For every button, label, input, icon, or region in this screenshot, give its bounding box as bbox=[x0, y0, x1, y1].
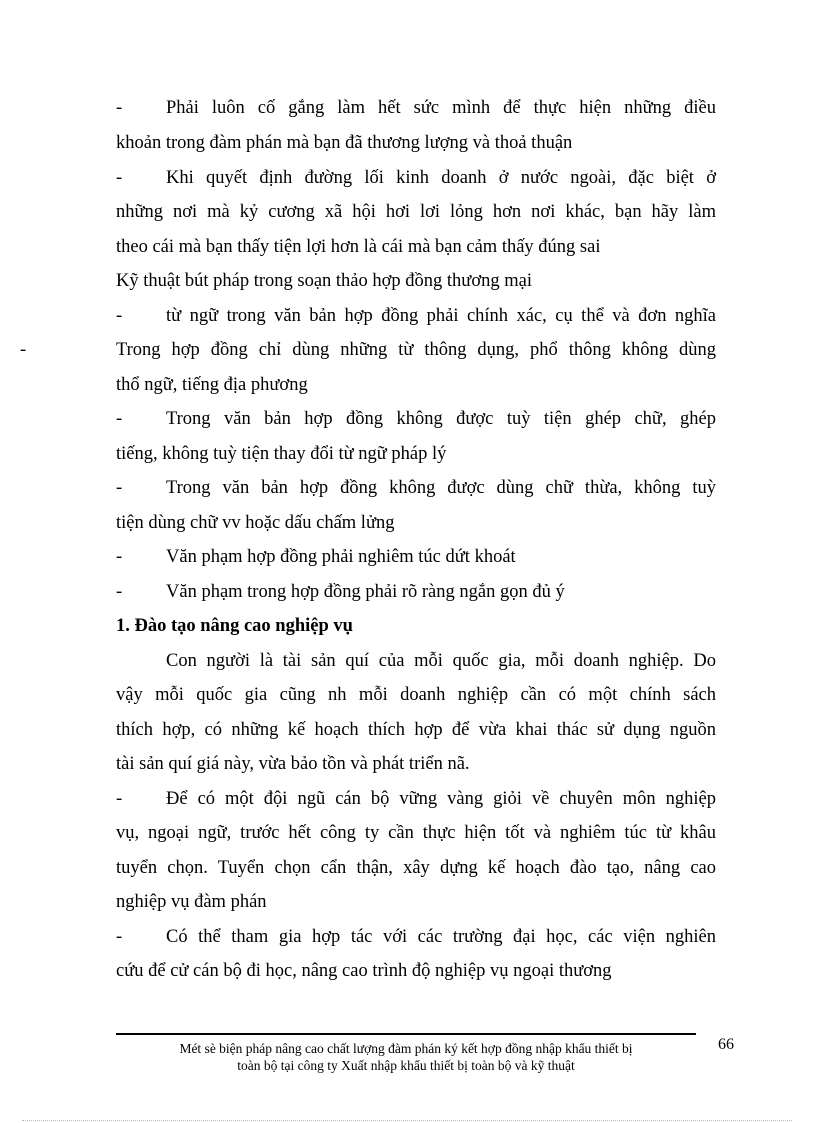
body-line: tài sản quí giá này, vừa bảo tồn và phát triển nã. bbox=[116, 754, 470, 774]
body-line: Có thể tham gia hợp tác với các trường đại học, các viện nghiên bbox=[166, 927, 716, 947]
section-line: Kỹ thuật bút pháp trong soạn thảo hợp đồng thương mại bbox=[116, 271, 532, 291]
body-line: Văn phạm trong hợp đồng phải rõ ràng ngắn gọn đủ ý bbox=[166, 582, 565, 602]
body-line: Để có một đội ngũ cán bộ vững vàng giỏi về chuyên môn nghiệp bbox=[166, 789, 716, 809]
footer-line-2: toàn bộ tại công ty Xuất nhập khẩu thiết bị toàn bộ và kỹ thuật bbox=[237, 1058, 575, 1073]
body-line: vậy mỗi quốc gia cũng nh mỗi doanh nghiệp cần có một chính sách bbox=[116, 685, 716, 705]
body-line: theo cái mà bạn thấy tiện lợi hơn là cái mà bạn cảm thấy đúng sai bbox=[116, 237, 601, 257]
body-line: tuyển chọn. Tuyển chọn cẩn thận, xây dựng kế hoạch đào tạo, nâng cao bbox=[116, 858, 716, 878]
bullet-dash: - bbox=[116, 789, 123, 809]
body-line: thích hợp, có những kế hoạch thích hợp để vừa khai thác sử dụng nguồn bbox=[116, 720, 716, 740]
bullet-dash: - bbox=[116, 478, 123, 498]
body-line: thổ ngữ, tiếng địa phương bbox=[116, 375, 308, 395]
bullet-dash: - bbox=[116, 927, 123, 947]
body-line: Con người là tài sản quí của mỗi quốc gia, mỗi doanh nghiệp. Do bbox=[166, 651, 716, 671]
bullet-dash: - bbox=[116, 306, 123, 326]
body-line: cứu để cử cán bộ đi học, nâng cao trình độ nghiệp vụ ngoại thương bbox=[116, 961, 612, 981]
body-line: Trong hợp đồng chỉ dùng những từ thông dụng, phổ thông không dùng bbox=[116, 340, 716, 360]
page-bottom-border bbox=[22, 1120, 792, 1121]
body-line: nghiệp vụ đàm phán bbox=[116, 892, 267, 912]
body-line: tiện dùng chữ vv hoặc dấu chấm lửng bbox=[116, 513, 395, 533]
bullet-dash: - bbox=[116, 168, 123, 188]
bullet-dash: - bbox=[116, 98, 123, 118]
stray-dash: - bbox=[20, 340, 27, 360]
body-line: từ ngữ trong văn bản hợp đồng phải chính xác, cụ thể và đơn nghĩa bbox=[166, 306, 716, 326]
bullet-dash: - bbox=[116, 547, 123, 567]
body-line: Trong văn bản hợp đồng không được tuỳ tiện ghép chữ, ghép bbox=[166, 409, 716, 429]
body-line: Văn phạm hợp đồng phải nghiêm túc dứt khoát bbox=[166, 547, 516, 567]
bullet-dash: - bbox=[116, 409, 123, 429]
body-line: Khi quyết định đường lối kinh doanh ở nước ngoài, đặc biệt ở bbox=[166, 168, 716, 188]
body-line: Phải luôn cố gắng làm hết sức mình để thực hiện những điều bbox=[166, 98, 716, 118]
page-number: 66 bbox=[718, 1036, 734, 1053]
body-line: Trong văn bản hợp đồng không được dùng chữ thừa, không tuỳ bbox=[166, 478, 716, 498]
bullet-dash: - bbox=[116, 582, 123, 602]
body-line: tiếng, không tuỳ tiện thay đổi từ ngữ pháp lý bbox=[116, 444, 447, 464]
body-line: khoản trong đàm phán mà bạn đã thương lượng và thoả thuận bbox=[116, 133, 573, 153]
body-line: vụ, ngoại ngữ, trước hết công ty cần thực hiện tốt và nghiêm túc từ khâu bbox=[116, 823, 716, 843]
body-line: những nơi mà kỷ cương xã hội hơi lơi lỏng hơn nơi khác, bạn hãy làm bbox=[116, 202, 716, 222]
section-heading: 1. Đào tạo nâng cao nghiệp vụ bbox=[116, 616, 353, 636]
footer-line-1: Mét sè biện pháp nâng cao chất lượng đàm phán ký kết hợp đồng nhập khẩu thiết bị bbox=[179, 1041, 633, 1056]
footer-rule bbox=[116, 1033, 696, 1035]
